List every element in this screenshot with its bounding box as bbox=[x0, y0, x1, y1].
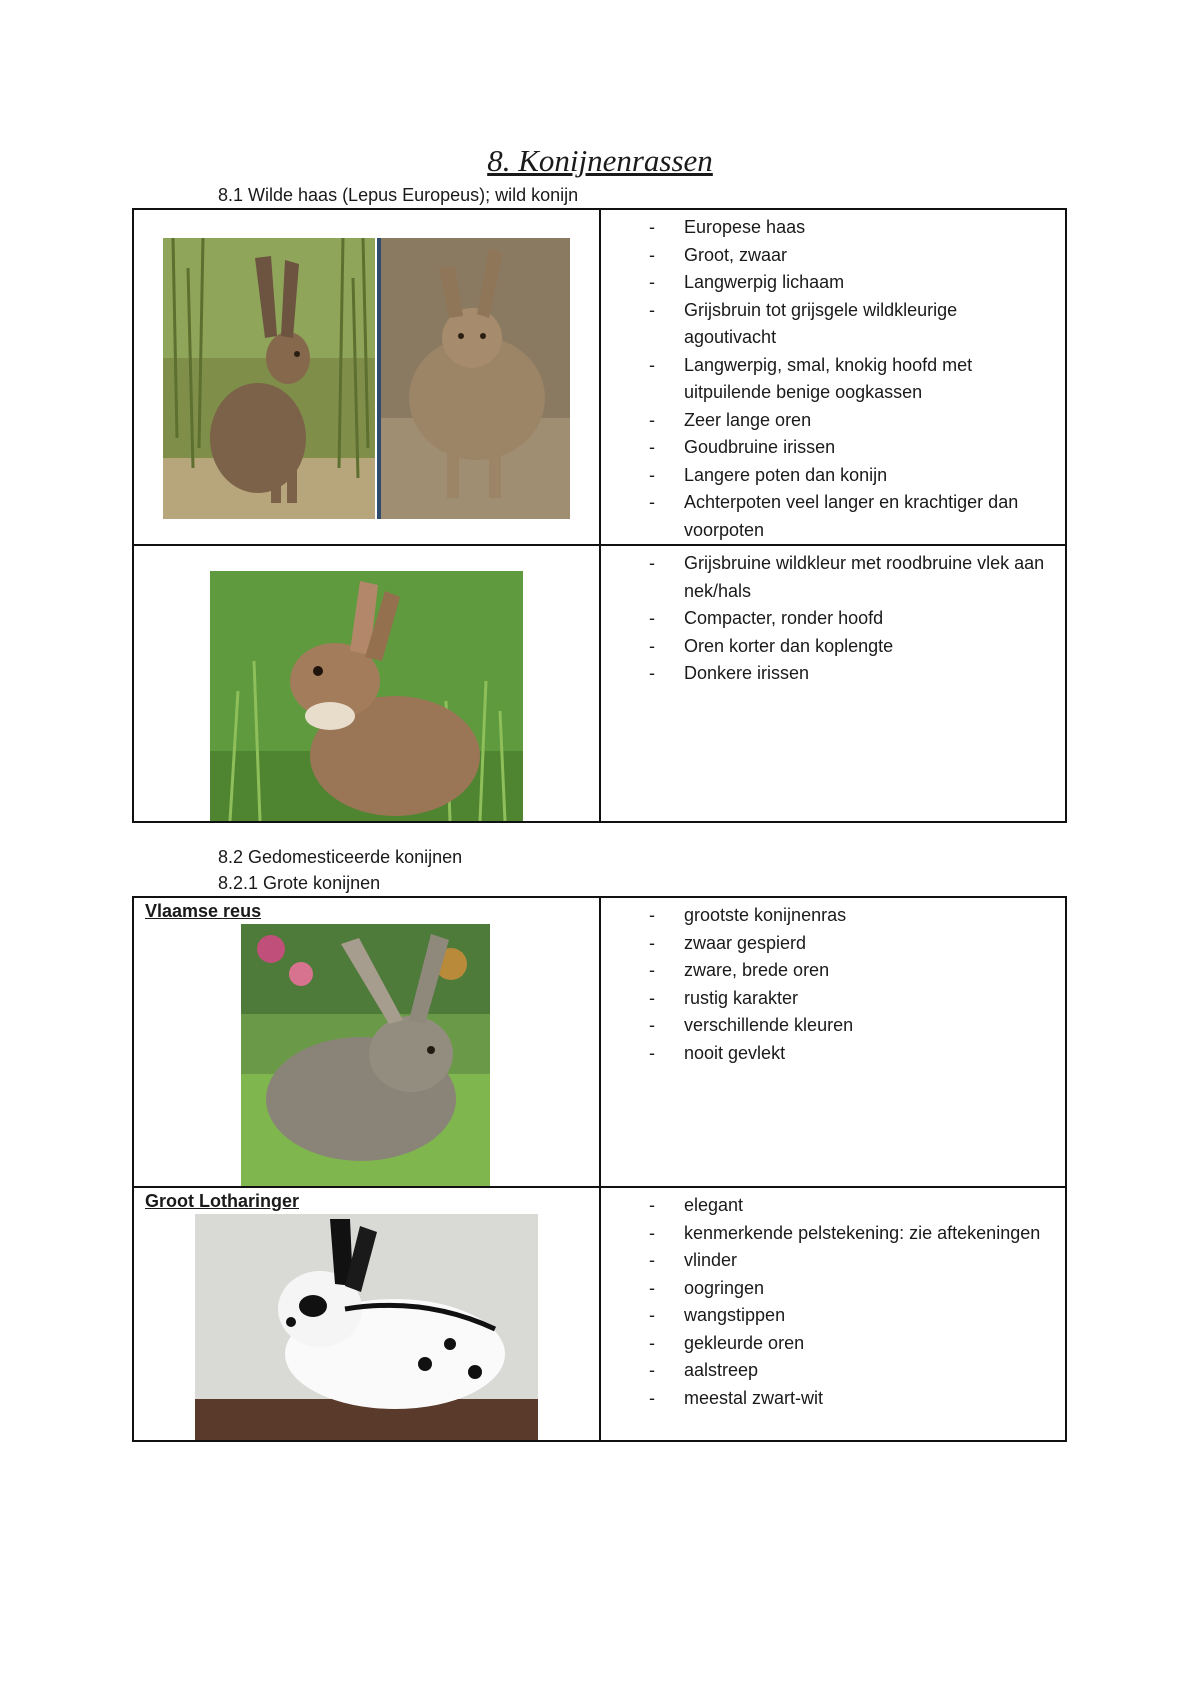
wild-rabbit-photo-icon bbox=[210, 571, 523, 821]
image-cell bbox=[133, 209, 600, 545]
bullet-cell bbox=[600, 209, 1066, 545]
list-item: - zwaar gespierd bbox=[601, 930, 1065, 958]
list-item: - nooit gevlekt bbox=[601, 1040, 1065, 1068]
list-item: - zware, brede oren bbox=[601, 957, 1065, 985]
list-item: - grootste konijnenras bbox=[601, 902, 1065, 930]
wild-rabbit-features-list bbox=[601, 546, 1065, 688]
hare-features-list bbox=[601, 210, 1065, 544]
vlaamse-reus-features-list bbox=[601, 898, 1065, 1067]
list-item: - Grijsbruine wildkleur met roodbruine vlek aan nek/hals bbox=[601, 550, 1065, 605]
table-row bbox=[133, 545, 1066, 822]
wild-rabbits-table bbox=[132, 208, 1067, 823]
image-cell bbox=[133, 545, 600, 822]
hare-photo-2-icon bbox=[377, 238, 570, 519]
list-item: - Langere poten dan konijn bbox=[601, 462, 1065, 490]
list-item: - rustig karakter bbox=[601, 985, 1065, 1013]
flemish-giant-photo-icon bbox=[241, 924, 490, 1186]
subsection-heading-large: 8.2.1 Grote konijnen bbox=[218, 873, 381, 893]
bullet-cell bbox=[600, 1187, 1066, 1441]
table-row bbox=[133, 209, 1066, 545]
list-item: - wangstippen bbox=[601, 1302, 1065, 1330]
image-cell bbox=[133, 1187, 600, 1441]
bullet-cell bbox=[600, 545, 1066, 822]
list-item: - elegant bbox=[601, 1192, 1065, 1220]
list-item: - Achterpoten veel langer en krachtiger dan voorpoten bbox=[601, 489, 1065, 544]
list-item: - Compacter, ronder hoofd bbox=[601, 605, 1065, 633]
large-rabbits-table bbox=[132, 896, 1067, 1442]
breed-name-groot-lotharinger: Groot Lotharinger bbox=[145, 1191, 299, 1211]
list-item: - Langwerpig, smal, knokig hoofd met uitpuilende benige oogkassen bbox=[601, 352, 1065, 407]
groot-lotharinger-features-list bbox=[601, 1188, 1065, 1412]
list-item: - aalstreep bbox=[601, 1357, 1065, 1385]
hare-photo-1-icon bbox=[163, 238, 375, 519]
list-item: - Langwerpig lichaam bbox=[601, 269, 1065, 297]
list-item: - verschillende kleuren bbox=[601, 1012, 1065, 1040]
table-row bbox=[133, 1187, 1066, 1441]
list-item: - oogringen bbox=[601, 1275, 1065, 1303]
list-item: - meestal zwart-wit bbox=[601, 1385, 1065, 1413]
list-item: - Groot, zwaar bbox=[601, 242, 1065, 270]
list-item: - Oren korter dan koplengte bbox=[601, 633, 1065, 661]
page-title: 8. Konijnenrassen bbox=[487, 143, 713, 178]
table-row bbox=[133, 897, 1066, 1187]
list-item: - Zeer lange oren bbox=[601, 407, 1065, 435]
section-heading-domestic: 8.2 Gedomesticeerde konijnen bbox=[218, 847, 463, 867]
list-item: - gekleurde oren bbox=[601, 1330, 1065, 1358]
lotharinger-photo-icon bbox=[195, 1214, 538, 1440]
list-item: - Donkere irissen bbox=[601, 660, 1065, 688]
list-item: - kenmerkende pelstekening: zie aftekeningen bbox=[601, 1220, 1065, 1248]
list-item: - Europese haas bbox=[601, 214, 1065, 242]
list-item: - Grijsbruin tot grijsgele wildkleurige agoutivacht bbox=[601, 297, 1065, 352]
image-cell bbox=[133, 897, 600, 1187]
list-item: - vlinder bbox=[601, 1247, 1065, 1275]
bullet-cell bbox=[600, 897, 1066, 1187]
section-heading-wild: 8.1 Wilde haas (Lepus Europeus); wild konijn bbox=[218, 185, 579, 205]
breed-name-vlaamse-reus: Vlaamse reus bbox=[145, 901, 262, 921]
list-item: - Goudbruine irissen bbox=[601, 434, 1065, 462]
